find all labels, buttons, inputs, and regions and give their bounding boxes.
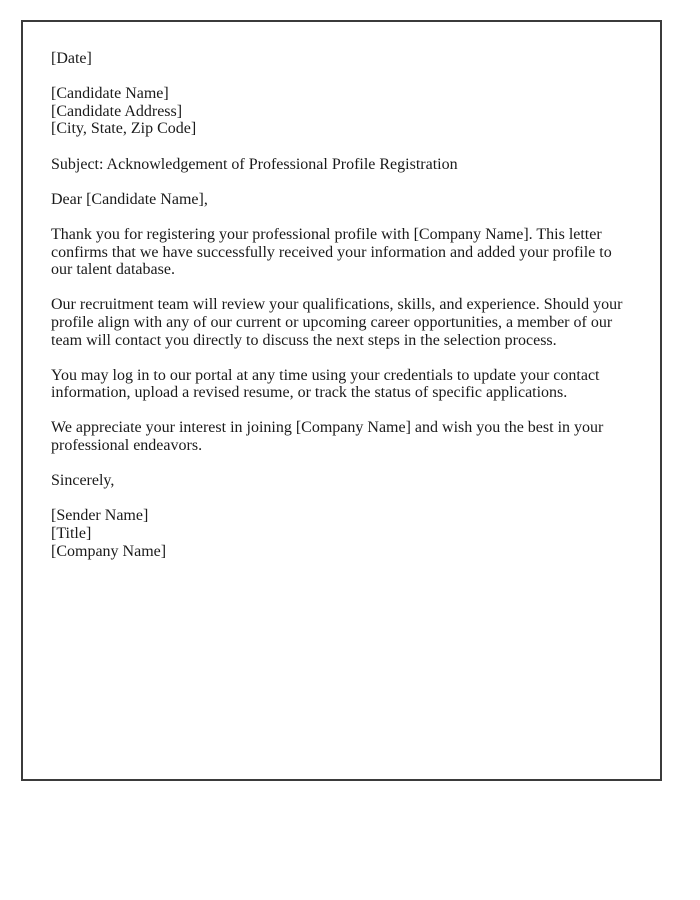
recipient-city-state-zip-line: [City, State, Zip Code] xyxy=(51,120,197,138)
recipient-address-line: [Candidate Address] xyxy=(51,102,183,120)
salutation-line: Dear [Candidate Name], xyxy=(51,190,208,208)
closing-line: Sincerely, xyxy=(51,472,115,490)
signature-title-line: [Title] xyxy=(51,525,92,543)
date-line: [Date] xyxy=(51,50,92,67)
body-paragraph-1: Thank you for registering your professional profile with [Company Name]. This letter confirms that we have successfully received your information and added your profile to our talent database. xyxy=(51,225,612,279)
recipient-name-line: [Candidate Name] xyxy=(51,85,169,103)
body-paragraph-2: Our recruitment team will review your qualifications, skills, and experience. Should your profile align with any of our current or upcoming career opportunities, a member of our team will contact you directly to discuss the next steps in the selection process. xyxy=(51,296,623,349)
signature-company-name-line: [Company Name] xyxy=(51,542,167,560)
letter-document xyxy=(21,20,662,781)
body-paragraph-3: You may log in to our portal at any time using your credentials to update your contact information, upload a revised resume, or track the status of specific applications. xyxy=(51,366,600,402)
signature-sender-name-line: [Sender Name] xyxy=(51,507,149,525)
signature-block xyxy=(51,507,628,560)
subject-line: Subject: Acknowledgement of Professional Profile Registration xyxy=(51,155,458,173)
date-block xyxy=(51,50,628,68)
body-paragraph-4: We appreciate your interest in joining [Company Name] and wish you the best in your professional endeavors. xyxy=(51,419,604,455)
recipient-block xyxy=(51,85,628,138)
